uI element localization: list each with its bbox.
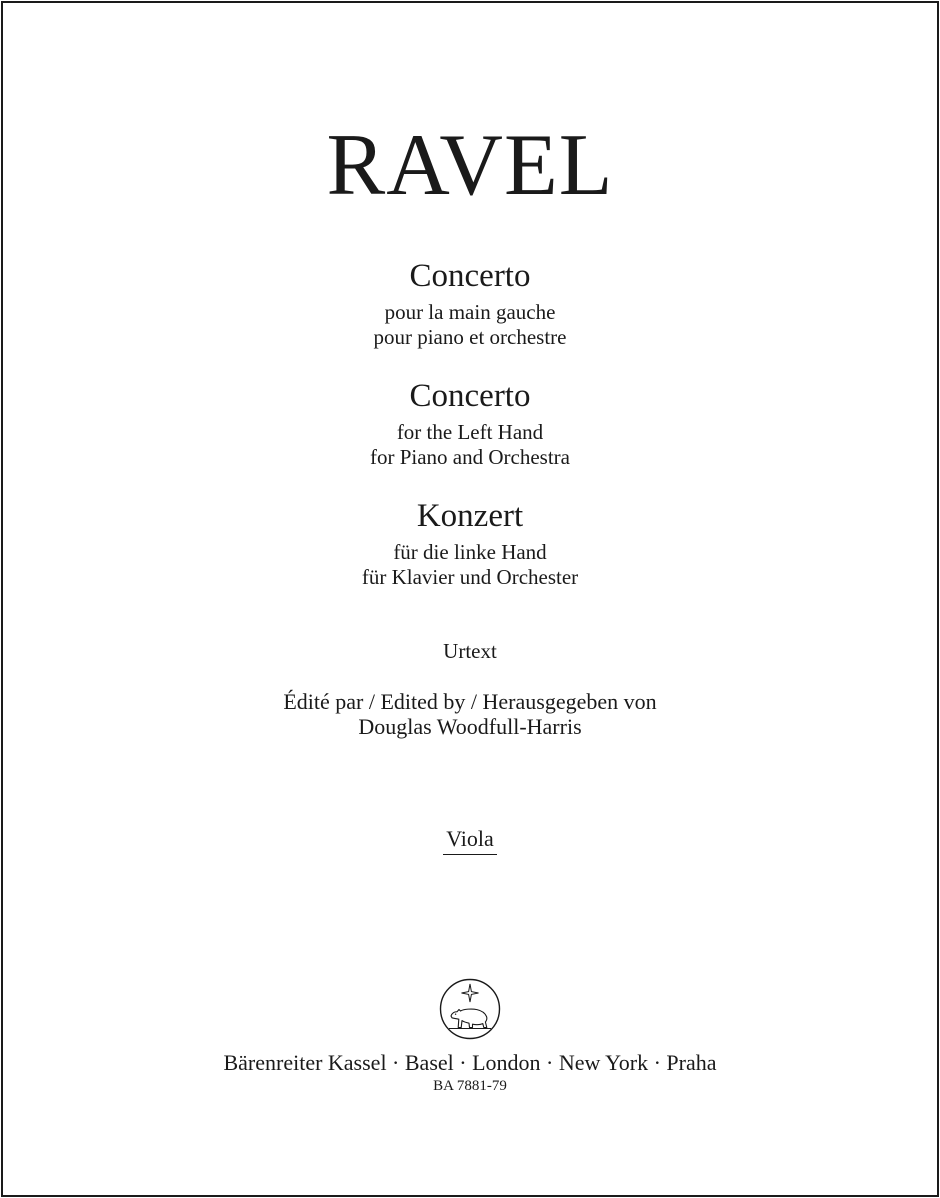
subtitle-english-line2: for Piano and Orchestra (369, 445, 570, 469)
editor-label: Édité par / Edited by / Herausgegeben von (283, 689, 657, 714)
publisher-line: Bärenreiter Kassel · Basel · London · New York · Praha (223, 1050, 717, 1075)
subtitle-german-line1: für die linke Hand (393, 540, 547, 564)
catalog-number: BA 7881-79 (433, 1078, 507, 1094)
part-label-wrapper (0, 826, 940, 855)
title-french: Concerto (409, 258, 531, 294)
part-name: Viola (443, 826, 497, 855)
title-german: Konzert (416, 498, 524, 534)
baerenreiter-bear-star-icon (439, 978, 501, 1040)
subtitle-english-line1: for the Left Hand (396, 420, 544, 444)
editor-name: Douglas Woodfull-Harris (358, 714, 582, 739)
composer-name: RAVEL (326, 117, 614, 214)
subtitle-german-line2: für Klavier und Orchester (361, 565, 579, 589)
urtext-label: Urtext (443, 639, 497, 663)
subtitle-french-line2: pour piano et orchestre (373, 325, 567, 349)
subtitle-french-line1: pour la main gauche (384, 300, 556, 324)
title-english: Concerto (409, 378, 531, 414)
